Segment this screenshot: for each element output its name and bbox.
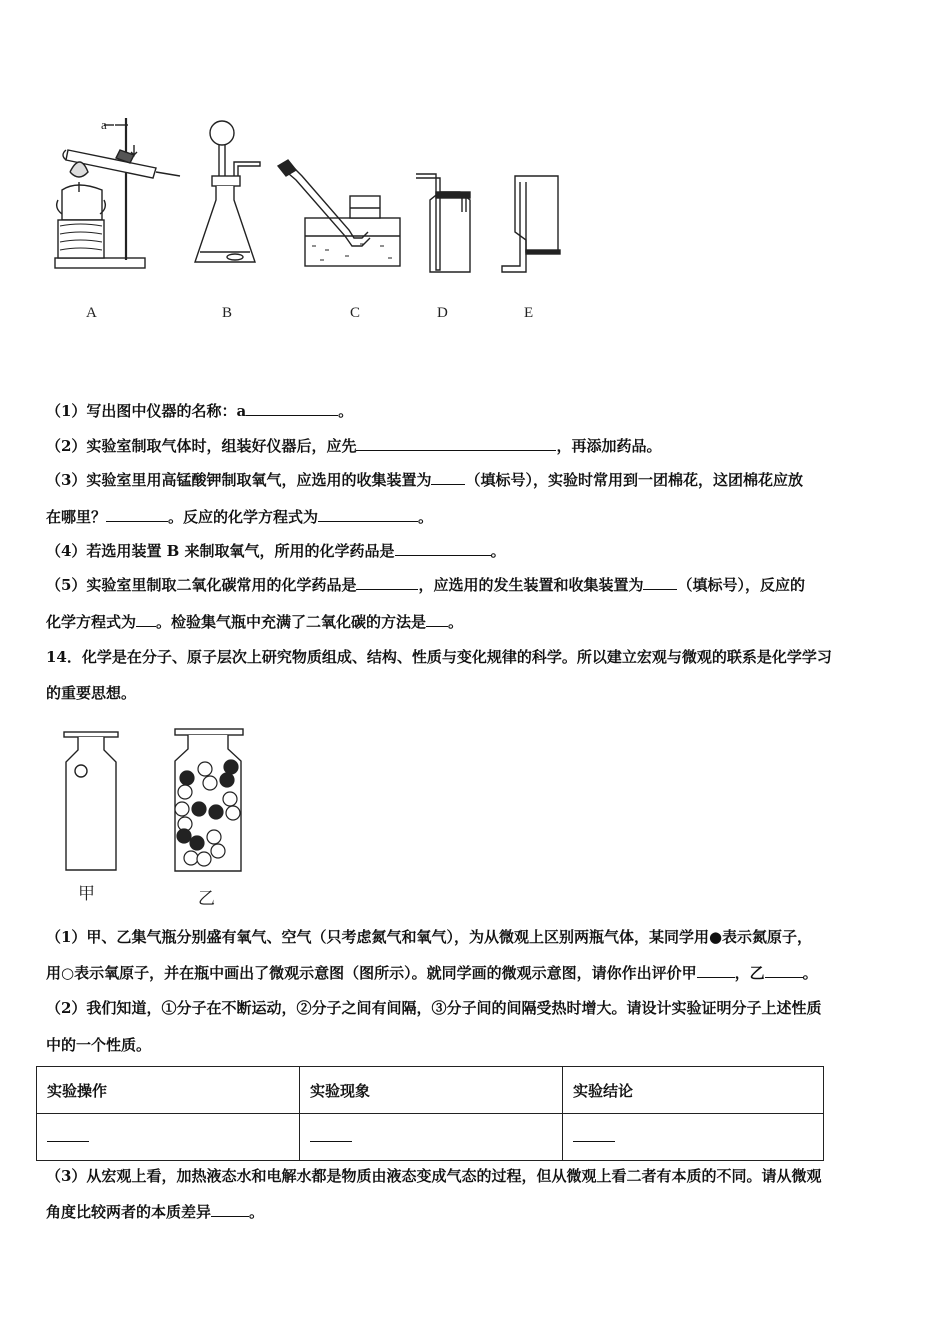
blank — [697, 963, 735, 978]
apparatus-d — [416, 174, 470, 272]
blank — [356, 436, 556, 451]
q14-part1: （1）甲、乙集气瓶分别盛有氧气、空气（只考虑氮气和氧气），为从微观上区别两瓶气体，某同学用●表示氮原子， — [46, 928, 813, 946]
label-b: B — [222, 305, 233, 321]
q14-intro-1: 14．化学是在分子、原子层次上研究物质组成、结构、性质与变化规律的科学。所以建立宏观与微观的联系是化学学习 — [46, 648, 832, 666]
blank — [431, 470, 465, 485]
filled-circle-symbol: ● — [708, 928, 723, 946]
q14-part1-cont: 用○表示氧原子，并在瓶中画出了微观示意图（图所示）。就同学画的微观示意图，请你作出评价甲 ，乙 。 — [46, 964, 818, 982]
gas-bottles-figure — [50, 725, 310, 905]
blank — [765, 963, 803, 978]
blank — [136, 612, 156, 627]
q13-part4: （4）若选用装置 B 来制取氧气，所用的化学药品是 。 — [46, 542, 506, 560]
blank — [356, 575, 418, 590]
q13-part2: （2）实验室制取气体时，组装好仪器后，应先 ，再添加药品。 — [46, 437, 662, 455]
q14-part2-cont: 中的一个性质。 — [46, 1036, 152, 1054]
q13-part3: （3）实验室里用高锰酸钾制取氧气，应选用的收集装置为 （填标号），实验时常用到一团棉花，这团棉花应放 — [46, 471, 803, 489]
q13-part5-cont: 化学方程式为 。检验集气瓶中充满了二氧化碳的方法是 。 — [46, 613, 464, 631]
blank — [395, 541, 491, 556]
bottle-jia — [64, 732, 118, 870]
q13-part1: （1）写出图中仪器的名称：a 。 — [46, 402, 354, 420]
apparatus-c — [278, 160, 400, 266]
cell-blank — [563, 1114, 824, 1161]
blank — [318, 507, 418, 522]
apparatus-a — [55, 118, 180, 268]
q14-part3-cont: 角度比较两者的本质差异 。 — [46, 1203, 265, 1221]
blank — [106, 507, 168, 522]
blank — [246, 401, 338, 416]
label-jia: 甲 — [78, 884, 95, 903]
cell-blank — [300, 1114, 563, 1161]
blank — [643, 575, 677, 590]
label-c: C — [350, 305, 361, 321]
label-a: A — [86, 305, 97, 321]
label-d: D — [437, 305, 448, 321]
label-yi: 乙 — [198, 889, 215, 908]
q13-part3-cont: 在哪里？ 。反应的化学方程式为 。 — [46, 508, 434, 526]
q14-intro-2: 的重要思想。 — [46, 684, 137, 702]
header-conclusion: 实验结论 — [563, 1067, 824, 1114]
open-circle-symbol: ○ — [61, 964, 75, 982]
experiment-table — [36, 1066, 824, 1161]
blank — [211, 1202, 249, 1217]
apparatus-figure — [0, 0, 950, 340]
header-phenomenon: 实验现象 — [300, 1067, 563, 1114]
blank — [426, 612, 448, 627]
cell-blank — [37, 1114, 300, 1161]
q14-part2: （2）我们知道，①分子在不断运动，②分子之间有间隔，③分子间的间隔受热时增大。请设计实验证明分子上述性质 — [46, 999, 822, 1017]
letter-a: a — [101, 117, 107, 132]
q14-part3: （3）从宏观上看，加热液态水和电解水都是物质由液态变成气态的过程，但从微观上看二者有本质的不同。请从微观 — [46, 1167, 822, 1185]
apparatus-b — [195, 121, 260, 262]
q13-part5: （5）实验室里制取二氧化碳常用的化学药品是 ，应选用的发生装置和收集装置为 （填标号），反应的 — [46, 576, 805, 594]
apparatus-e — [502, 176, 560, 272]
header-operation: 实验操作 — [37, 1067, 300, 1114]
label-e: E — [524, 305, 534, 321]
